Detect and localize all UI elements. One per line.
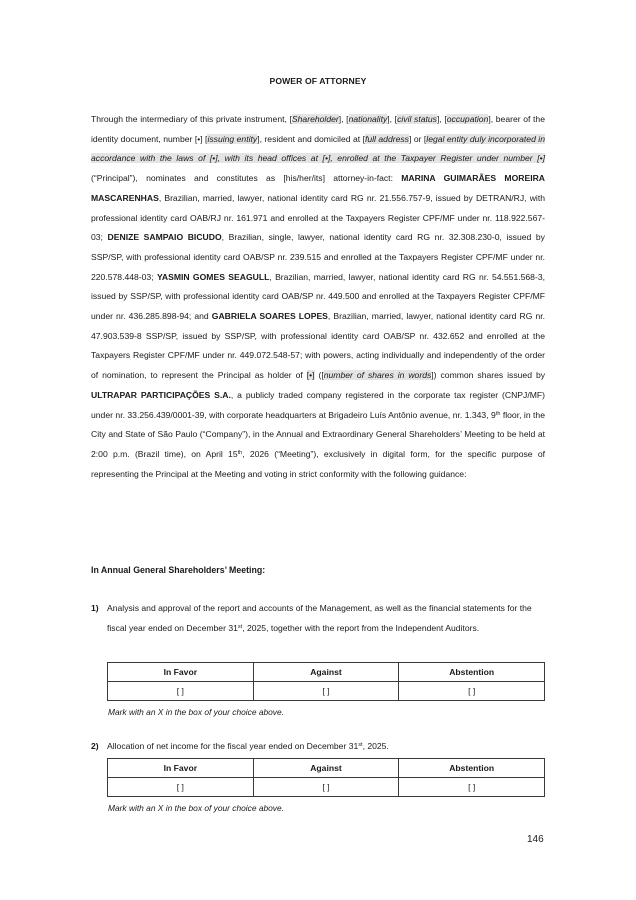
text: , Brazilian, married, lawyer, national identity card RG nr. 21.556.757-9, issued by DETRAN/RJ, with professional identity card OAB/RJ nr. 161.971 and enrolled at the Taxpayers Register CPF/MF under nr. 118.922.567-03; [91,192,545,243]
attorney-name: DENIZE SAMPAIO BICUDO [107,232,222,243]
attorney-name: YASMIN GOMES SEAGULL [156,271,270,282]
page-title: POWER OF ATTORNEY [269,76,367,86]
ordinal-suffix: th [237,449,243,456]
item-number: 2) [91,741,99,751]
text: ]) common shares issued by [431,370,546,381]
placeholder-field: full address [364,133,409,144]
instruction-note: Mark with an X in the box of your choice above. [108,803,284,813]
text: (“Principal”), nominates and constitutes as [his/her/its] attorney-in-fact: [91,173,402,184]
placeholder-field: occupation [446,114,489,124]
item-text [107,737,545,757]
page-number: 146 [527,834,544,845]
column-header-in-favor: In Favor [108,759,254,778]
vote-box-against[interactable]: [ ] [253,682,399,701]
placeholder-field: [•] [306,370,315,381]
vote-box-in-favor[interactable]: [ ] [108,682,254,701]
column-header-in-favor: In Favor [108,663,254,682]
text: ], [ [436,114,447,124]
text: ], bearer of the identity document, number [•] [ [91,114,545,144]
vote-box-abstention[interactable]: [ ] [399,778,545,797]
instruction-note: Mark with an X in the box of your choice above. [108,707,284,717]
text: , a publicly traded company registered in the corporate tax register (CNPJ/MF) under nr. 33.256.439/0001-39, with corporate headquarters at Brigadeiro Luís Antônio avenue, nr. 1.343, 9 [91,389,545,420]
text: , Brazilian, married, lawyer, national identity card RG nr. 47.903.539-8 SSP/SP, issued by SSP/SP, with professional identity card OAB/SP nr. 432.652 and enrolled at the Taxpayers Register CPF/MF under nr. 449.072.548-57; with powers, acting individually and independently of the order of nomination, to represent the Principal as holder of [91,311,546,381]
item-text [107,599,545,638]
column-header-abstention: Abstention [399,663,545,682]
column-header-abstention: Abstention [399,759,545,778]
vote-table [107,758,545,797]
text: , Brazilian, married, lawyer, national identity card RG nr. 54.551.568-3, issued by SSP/SP, with professional identity card OAB/SP nr. 449.500 and enrolled at the Taxpayers Register CPF/MF under nr. 436.285.898-94; and [91,271,545,322]
column-header-against: Against [253,663,399,682]
vote-box-against[interactable]: [ ] [253,778,399,797]
placeholder-field: number of shares in words [323,370,432,381]
text: ], [ [338,114,349,124]
text: , 2026 (“Meeting”), exclusively in digital form, for the specific purpose of representing the Principal at the Meeting and voting in strict conformity with the following guidance: [91,448,545,479]
text: Allocation of net income for the fiscal year ended on December 31 [107,741,359,751]
vote-box-in-favor[interactable]: [ ] [108,778,254,797]
attorney-name: GABRIELA SOARES LOPES [211,311,328,322]
vote-box-abstention[interactable]: [ ] [399,682,545,701]
text: Through the intermediary of this private instrument, [ [91,114,292,124]
agenda-item [91,599,545,638]
text: ([ [314,370,324,381]
placeholder-field: issuing entity [207,133,258,144]
body-paragraph [91,110,545,484]
text: , 2025. [362,741,389,751]
section-heading: In Annual General Shareholders’ Meeting: [91,565,266,575]
agenda-item [91,737,545,757]
placeholder-field: nationality [348,114,388,124]
ordinal-suffix: st [237,623,243,630]
placeholder-field: legal entity duly incorporated in accordance with the laws of [•], with its head offices at [•], enrolled at the Taxpayer Register under number [•] [91,133,545,164]
attorney-name: MARINA GUIMARÃES MOREIRA MASCARENHAS [91,173,545,203]
text: ] or [ [408,133,427,144]
ordinal-suffix: th [495,410,501,417]
text: ], resident and domiciled at [ [257,133,365,144]
text: , Brazilian, single, lawyer, national identity card RG nr. 32.308.230-0, issued by SSP/SP, with professional identity card OAB/SP nr. 239.515 and enrolled at the Taxpayers Register CPF/MF under nr. 220.578.448-03; [91,232,545,282]
text: Analysis and approval of the report and accounts of the Management, as well as the financial statements for the fiscal year ended on December 31 [107,603,532,633]
column-header-against: Against [253,759,399,778]
item-number: 1) [91,603,99,613]
text: ], [ [387,114,398,124]
text: , 2025, together with the report from the Independent Auditors. [242,622,480,633]
company-name: ULTRAPAR PARTICIPAÇÕES S.A. [91,389,231,400]
placeholder-field: Shareholder [291,114,339,124]
placeholder-field: civil status [397,114,437,124]
ordinal-suffix: st [358,742,363,748]
vote-table [107,662,545,701]
text: floor, in the City and State of São Paulo (“Company”), in the Annual and Extraordinary General Shareholders’ Meeting to be held at 2:00 p.m. (Brazil time), on April 15 [91,409,545,459]
